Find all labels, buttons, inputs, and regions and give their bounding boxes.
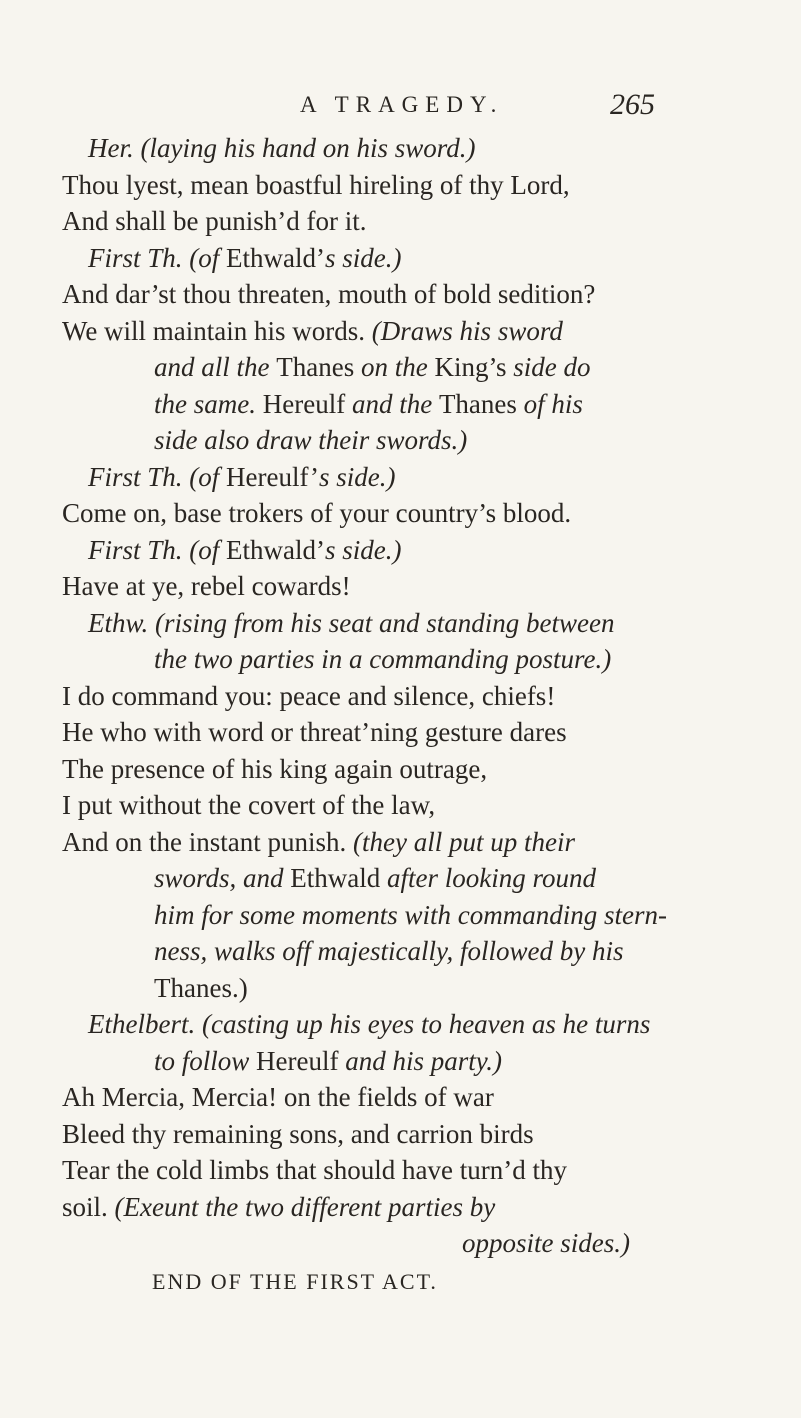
roman-segment: Hereulf <box>262 388 352 419</box>
roman-segment: He who with word or threat’ning gesture dares <box>62 717 567 747</box>
stage-direction-line <box>62 970 752 1007</box>
roman-segment: King’s <box>434 352 514 382</box>
stage-direction-line <box>62 349 752 386</box>
stage-direction-line <box>62 897 752 934</box>
roman-segment: I do command you: peace and silence, chiefs! <box>62 680 556 711</box>
roman-segment: Ethwald’ <box>226 242 326 273</box>
italic-segment: to follow <box>154 1045 257 1076</box>
roman-segment: And on the instant punish. <box>62 826 353 857</box>
verse-line-with-direction <box>62 824 752 861</box>
italic-segment: First Th. <box>88 534 190 565</box>
verse-line <box>62 678 752 715</box>
italic-segment: (Draws his sword <box>371 315 563 346</box>
italic-segment: swords, and <box>154 863 291 893</box>
speaker-line-first-thane <box>62 532 752 569</box>
italic-segment: (casting up his eyes to heaven as he turns <box>201 1009 651 1039</box>
roman-segment: Thou lyest, mean boastful hireling of thy Lord, <box>62 169 570 200</box>
stage-direction-line <box>62 641 752 678</box>
verse-line-with-direction <box>62 1189 752 1226</box>
verse-line <box>62 568 752 605</box>
verse-line <box>62 167 752 204</box>
italic-segment: First Th. <box>88 461 190 492</box>
page-number: 265 <box>610 88 655 121</box>
italic-segment: of his <box>523 388 583 419</box>
italic-segment: s side.) <box>325 534 402 565</box>
speaker-line-first-thane <box>62 459 752 496</box>
italic-segment: and the <box>351 388 439 419</box>
italic-segment: ness, walks off majestically, followed by his <box>154 936 624 966</box>
roman-segment: Ethwald <box>290 863 388 893</box>
verse-line <box>62 787 752 824</box>
roman-segment: Thanes.) <box>154 972 248 1003</box>
italic-segment: s side.) <box>318 461 396 492</box>
roman-segment: Hereulf <box>256 1045 346 1076</box>
act-end-footer: END OF THE FIRST ACT. <box>152 1268 438 1294</box>
roman-segment: And shall be punish’d for it. <box>62 206 367 236</box>
roman-segment: The presence of his king again outrage, <box>62 753 488 784</box>
verse-line <box>62 1152 752 1189</box>
italic-segment: and all the <box>154 352 277 382</box>
italic-segment: the two parties in a commanding posture.) <box>154 644 612 674</box>
speaker-line-hereulf <box>62 130 752 167</box>
page-header <box>0 88 801 132</box>
italic-segment: First Th. <box>88 242 190 273</box>
italic-segment: after looking round <box>387 863 597 893</box>
verse-line-with-direction <box>62 313 752 350</box>
stage-direction-line <box>62 1225 752 1262</box>
stage-direction-line <box>62 860 752 897</box>
italic-segment: Ethw. <box>88 607 155 638</box>
roman-segment: Hereulf’ <box>226 461 319 492</box>
italic-segment: side also draw their swords.) <box>154 425 468 455</box>
italic-segment: and his party.) <box>345 1045 502 1076</box>
verse-line <box>62 1116 752 1153</box>
roman-segment: Ethwald’ <box>226 534 326 565</box>
italic-segment: (Exeunt the two different parties by <box>114 1191 496 1222</box>
verse-line <box>62 276 752 313</box>
roman-segment: Come on, base trokers of your country’s blood. <box>62 498 572 528</box>
roman-segment: Ah Mercia, Mercia! on the fields of war <box>62 1082 494 1112</box>
speaker-line-first-thane <box>62 240 752 277</box>
verse-line <box>62 1079 752 1116</box>
italic-segment: side do <box>513 352 591 382</box>
roman-segment: We will maintain his words. <box>62 315 372 346</box>
roman-segment: Thanes <box>276 352 361 382</box>
verse-line <box>62 751 752 788</box>
verse-line <box>62 495 752 532</box>
italic-segment: on the <box>360 352 435 382</box>
roman-segment: soil. <box>62 1191 115 1222</box>
italic-segment: Her. <box>88 133 141 163</box>
roman-segment: Thanes <box>438 388 524 419</box>
verse-line <box>62 203 752 240</box>
italic-segment: Ethelbert. <box>88 1009 202 1039</box>
speaker-line-ethelbert <box>62 1006 752 1043</box>
roman-segment: Have at ye, rebel cowards! <box>62 571 351 601</box>
italic-segment: (they all put up their <box>353 826 575 857</box>
italic-segment: s side.) <box>325 242 402 273</box>
italic-segment: opposite sides.) <box>462 1228 630 1258</box>
stage-direction-line <box>62 1043 752 1080</box>
italic-segment: (of <box>189 242 227 273</box>
stage-direction-line <box>62 422 752 459</box>
italic-segment: him for some moments with commanding stern- <box>154 899 667 930</box>
running-head: A TRAGEDY. <box>300 92 504 117</box>
roman-segment: Bleed thy remaining sons, and carrion birds <box>62 1118 534 1149</box>
italic-segment: (of <box>189 461 227 492</box>
roman-segment: Tear the cold limbs that should have turn’d thy <box>62 1155 567 1185</box>
verse-line <box>62 714 752 751</box>
italic-segment: (of <box>189 534 227 565</box>
speaker-line-ethwald <box>62 605 752 642</box>
italic-segment: (laying his hand on his sword.) <box>140 133 476 163</box>
stage-direction-line <box>62 386 752 423</box>
play-text <box>62 130 752 1300</box>
roman-segment: And dar’st thou threaten, mouth of bold sedition? <box>62 279 596 309</box>
stage-direction-line <box>62 933 752 970</box>
italic-segment: the same. <box>154 388 263 419</box>
italic-segment: (rising from his seat and standing between <box>155 607 615 638</box>
roman-segment: I put without the covert of the law, <box>62 790 436 820</box>
